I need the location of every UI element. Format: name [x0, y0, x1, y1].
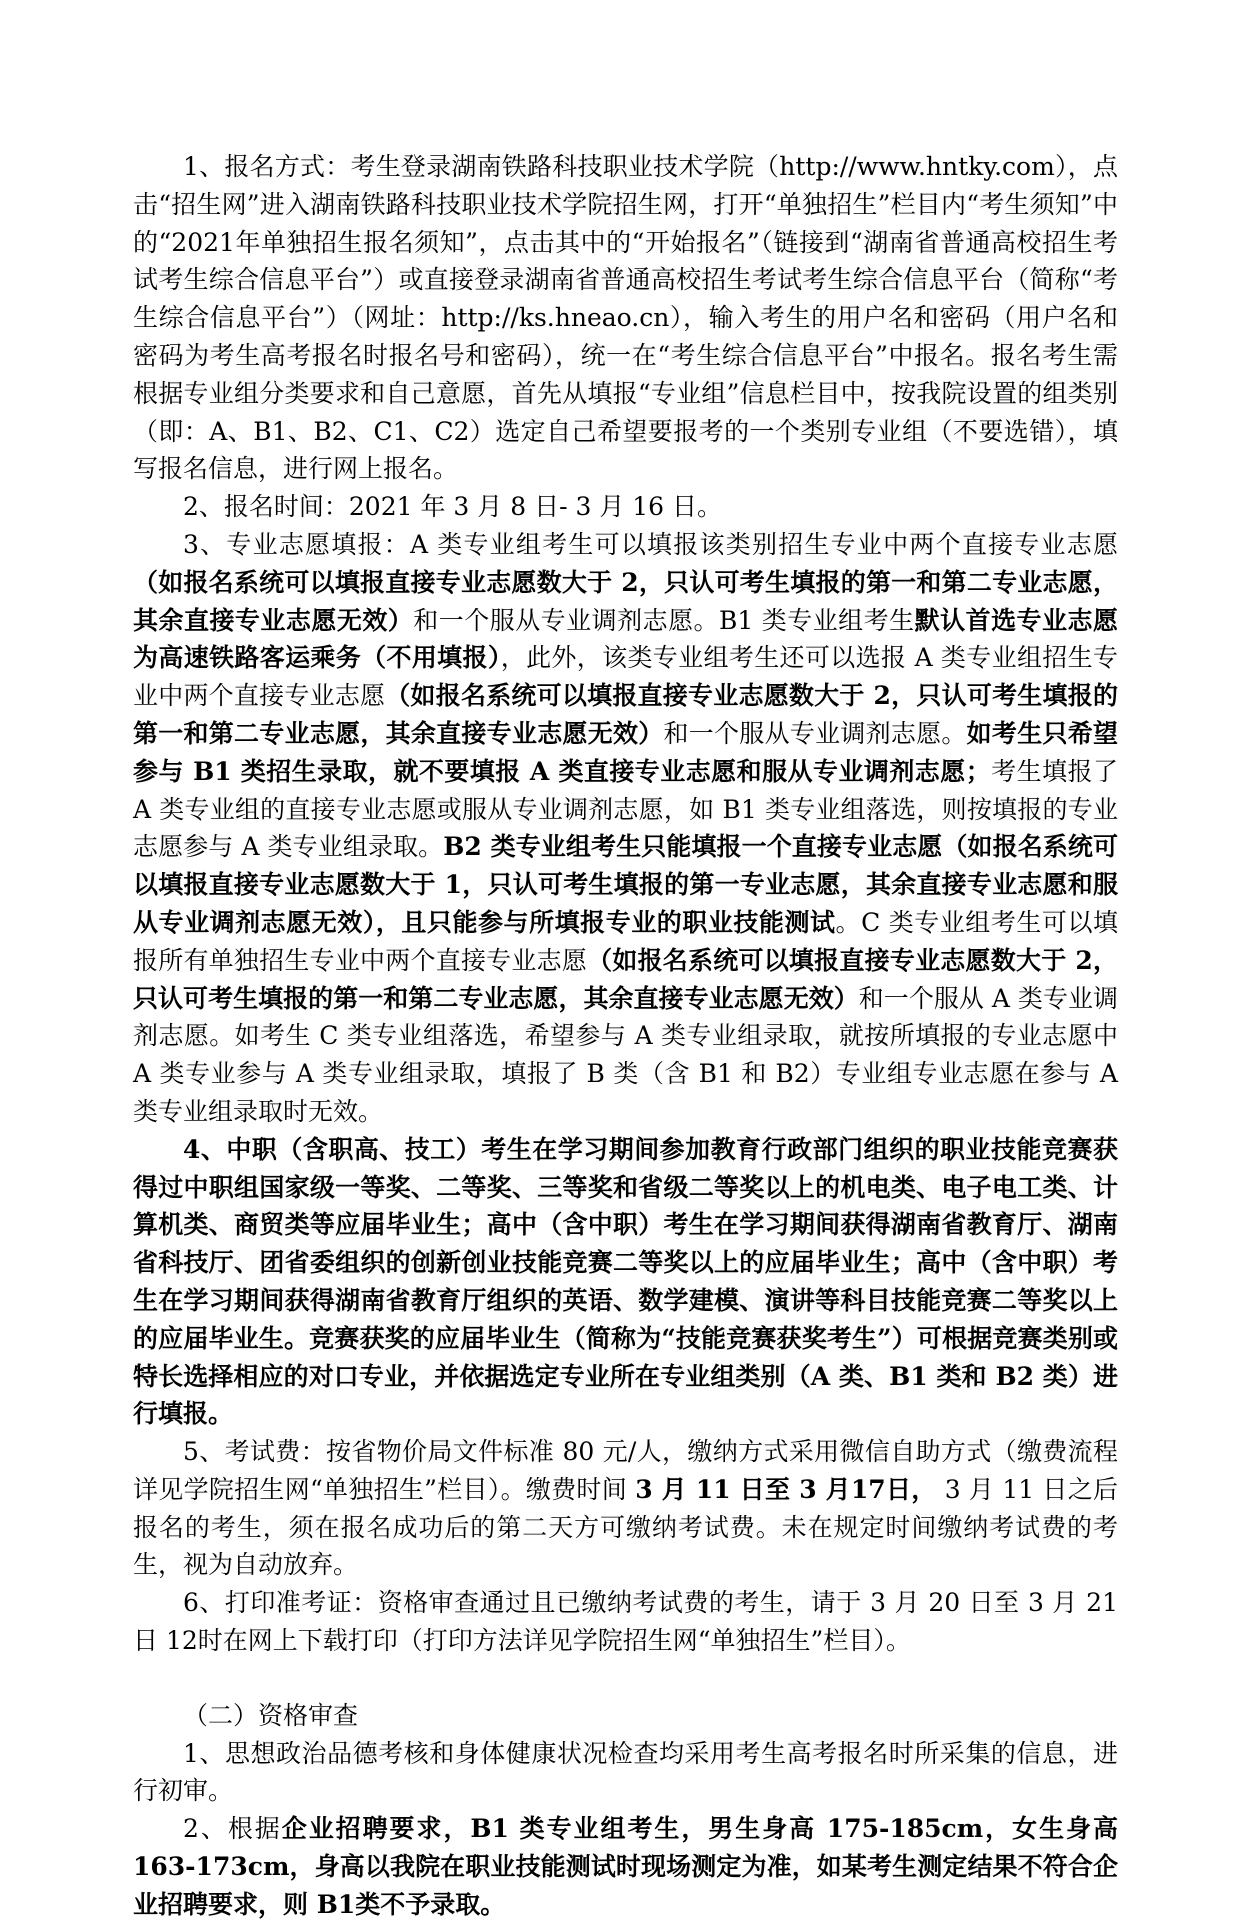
text-run: 。C 类专业组考生可以填报所有单独招生专业中两个直接专业志愿	[133, 907, 1118, 975]
bold-text-run: 默认首选专业志愿为高速铁路客运乘务（不用填报）	[133, 605, 1118, 673]
paragraph-p2	[133, 488, 1118, 526]
text-run: 5、考试费：按省物价局文件标准 80 元/人，缴纳方式采用微信自助方式（缴费流程详见学院招生网“单独招生”栏目）。缴费时间	[133, 1437, 1118, 1504]
text-run: 考生填报了 A 类专业组的直接专业志愿或服从专业调剂志愿，如 B1 类专业组落选，则按填报的专业志愿参与 A 类专业组录取。	[133, 756, 1118, 862]
bold-text-run: 4、中职（含职高、技工）考生在学习期间参加教育行政部门组织的职业技能竞赛获得过中职组国家级一等奖、二等奖、三等奖和省级二等奖以上的机电类、电子电工类、计算机类、商贸类等应届毕业生；高中（含中职）考生在学习期间获得湖南省教育厅、湖南省科技厅、团省委组织的创新创业技能竞赛二等奖以上的应届毕业生；高中（含中职）考生在学习期间获得湖南省教育厅组织的英语、数学建模、演讲等科目技能竞赛二等奖以上的应届毕业生。竞赛获奖的应届毕业生（简称为“技能竞赛获奖考生”）可根据竞赛类别或特长选择相应的对口专业，并依据选定专业所在专业组类别（A 类、B1 类和 B2 类）进行填报。	[133, 1134, 1118, 1429]
bold-text-run: （如报名系统可以填报直接专业志愿数大于 2，只认可考生填报的第一和第二专业志愿，其余直接专业志愿无效）	[133, 681, 1118, 748]
text-run: 1、报名方式：考生登录湖南铁路科技职业技术学院（http://www.hntky.com），点击“招生网”进入湖南铁路科技职业技术学院招生网，打开“单独招生”栏目内“考生须知”中的“2021年单独招生报名须知”，点击其中的“开始报名”（链接到“湖南省普通高校招生考试考生综合信息平台”）或直接登录湖南省普通高校招生考试考生综合信息平台（简称“考生综合信息平台”）（网址：http://ks.hneao.cn），输入考生的用户名和密码（用户名和密码为考生高考报名时报名号和密码），统一在“考生综合信息平台”中报名。报名考生需根据专业组分类要求和自己意愿，首先从填报“专业组”信息栏目中，按我院设置的组类别（即：A、B1、B2、C1、C2）选定自己希望要报考的一个类别专业组（不要选错），填写报名信息，进行网上报名。	[133, 152, 1118, 484]
paragraph-p5	[133, 1433, 1118, 1584]
text-run: 6、打印准考证：资格审查通过且已缴纳考试费的考生，请于 3 月 20 日至 3 月 21 日 12时在网上下载打印（打印方法详见学院招生网“单独招生”栏目）。	[133, 1588, 1118, 1656]
paragraph-p7	[133, 1697, 1118, 1735]
text-run: 2、报名时间：2021 年 3 月 8 日- 3 月 16 日。	[183, 492, 723, 522]
text-run: ，此外，该类专业组考生还可以选报 A 类专业组招生专业中两个直接专业志愿	[133, 643, 1118, 711]
paragraph-p9	[133, 1810, 1118, 1923]
text-run: （二）资格审查	[183, 1700, 359, 1730]
text-run: 和一个服从 A 类专业调剂志愿。如考生 C 类专业组落选，希望参与 A 类专业组录取，就按所填报的专业志愿中 A 类专业参与 A 类专业组录取，填报了 B 类（含 B1 和 B2）专业组专业志愿在参与 A 类专业组录取时无效。	[133, 983, 1118, 1126]
bold-text-run: 企业招聘要求，B1 类专业组考生，男生身高 175-185cm，女生身高 163-173cm，身高以我院在职业技能测试时现场测定为准，如某考生测定结果不符合企业招聘要求，则 B1类不予录取。	[133, 1814, 1118, 1919]
bold-text-run: 3 月 11 日至 3 月17日，	[635, 1474, 937, 1504]
paragraph-p8	[133, 1735, 1118, 1811]
text-run: 2、根据	[183, 1814, 282, 1844]
bold-text-run: B2 类专业组考生只能填报一个直接专业志愿（如报名系统可以填报直接专业志愿数大于 1，只认可考生填报的第一专业志愿，其余直接专业志愿和服从专业调剂志愿无效），且只能参与所填报专业的职业技能测试	[133, 832, 1119, 937]
paragraph-p6	[133, 1584, 1118, 1660]
document-body	[133, 148, 1118, 1924]
bold-text-run: 如考生只希望参与 B1 类招生录取，就不要填报 A 类直接专业志愿和服从专业调剂志愿；	[133, 718, 1118, 786]
paragraph-p1	[133, 148, 1118, 488]
text-run: 3 月 11 日之后报名的考生，须在报名成功后的第二天方可缴纳考试费。未在规定时间缴纳考试费的考生，视为自动放弃。	[133, 1474, 1118, 1580]
bold-text-run: （如报名系统可以填报直接专业志愿数大于 2，只认可考生填报的第一和第二专业志愿，其余直接专业志愿无效）	[133, 945, 1118, 1013]
paragraph-p3	[133, 526, 1118, 1131]
text-run: 3、专业志愿填报：A 类专业组考生可以填报该类别招生专业中两个直接专业志愿	[183, 529, 1118, 559]
text-run: 和一个服从专业调剂志愿。	[663, 718, 967, 748]
text-run: 1、思想政治品德考核和身体健康状况检查均采用考生高考报名时所采集的信息，进行初审。	[133, 1738, 1118, 1806]
text-run: 和一个服从专业调剂志愿。B1 类专业组考生	[413, 605, 915, 635]
bold-text-run: （如报名系统可以填报直接专业志愿数大于 2，只认可考生填报的第一和第二专业志愿，其余直接专业志愿无效）	[133, 567, 1118, 635]
paragraph-p4	[133, 1131, 1118, 1433]
